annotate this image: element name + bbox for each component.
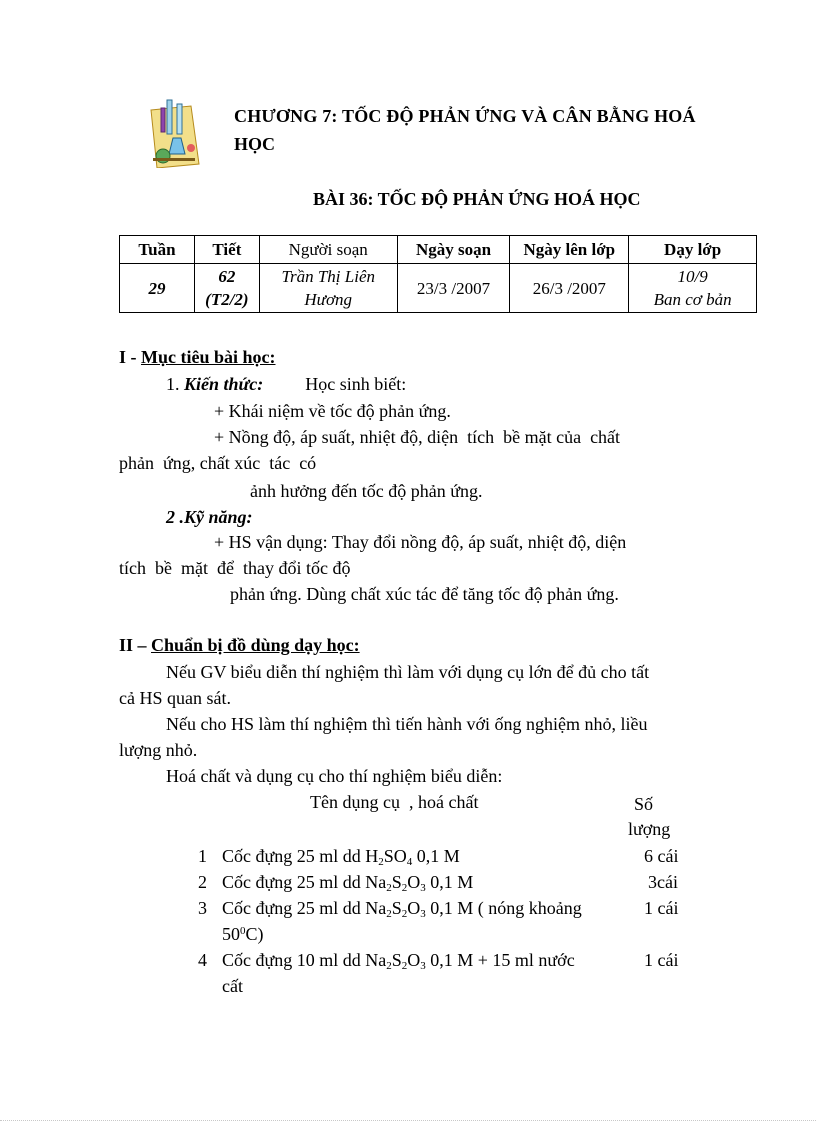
lesson-title: BÀI 36: TỐC ĐỘ PHẢN ỨNG HOÁ HỌC [313,189,641,209]
header-ngay-len-lop: Ngày lên lớp [510,236,629,264]
equipment-item-4-name-cont: cất [222,976,243,996]
knowledge-intro: Học sinh biết: [305,374,407,394]
para1-line2: cả HS quan sát. [119,688,231,708]
skill-item-1-cont: tích bề mặt để thay đổi tốc độ [119,558,351,578]
section2-heading [119,634,360,656]
equipment-item-1-qty: 6 cái [644,846,679,866]
para2-line2: lượng nhỏ. [119,740,198,760]
para2-line1: Nếu cho HS làm thí nghiệm thì tiến hành với ống nghiệm nhỏ, liều [166,714,648,734]
cell-day-lop [629,264,757,313]
cell-tuan: 29 [120,264,195,313]
cell-ngay-len-lop: 26/3 /2007 [510,264,629,313]
cell-tiet [194,264,259,313]
cell-day-lop-program: Ban cơ bản [653,290,732,309]
section1-heading [119,346,276,368]
equipment-item-1-name: Cốc đựng 25 ml dd $H_2SO_4$ 0,1 M [222,846,460,868]
cell-ngay-soan: 23/3 /2007 [397,264,510,313]
skill-item-1-end: phản ứng. Dùng chất xúc tác để tăng tốc độ phản ứng. [230,584,619,604]
equipment-item-2-qty: 3cái [648,872,678,892]
section1-prefix: I - [119,347,141,367]
equipment-item-3-number: 3 [198,898,207,918]
knowledge-line [166,373,406,395]
skills-label: 2 .Kỹ năng: [166,507,253,527]
cell-tiet-number: 62 [218,267,236,286]
knowledge-item-2-end: ảnh hưởng đến tốc độ phản ứng. [250,481,483,501]
header-day-lop: Dạy lớp [629,236,757,264]
equipment-col-qty-1: Số [634,794,654,814]
equipment-col-name: Tên dụng cụ , hoá chất [310,792,479,812]
chapter-title-line2: HỌC [234,134,276,154]
page-bottom-rule [0,1120,816,1121]
para1-line1: Nếu GV biểu diễn thí nghiệm thì làm với dụng cụ lớn để đủ cho tất [166,662,650,682]
para3: Hoá chất và dụng cụ cho thí nghiệm biểu diễn: [166,766,503,786]
info-table-header-row [120,236,757,264]
cell-tiet-part: (T2/2) [205,290,249,309]
header-ngay-soan: Ngày soạn [397,236,510,264]
equipment-item-4-name: Cốc đựng 10 ml dd $Na_2S_2O_3$ 0,1 M + 15 ml nước [222,950,575,972]
equipment-item-2-number: 2 [198,872,207,892]
knowledge-item-2: + Nồng độ, áp suất, nhiệt độ, diện tích bề mặt của chất [214,427,621,447]
cell-day-lop-class: 10/9 [677,267,708,286]
chemistry-flask-icon [147,98,203,168]
section2-title: Chuẩn bị đồ dùng dạy học: [151,635,360,655]
header-tiet: Tiết [194,236,259,264]
cell-nguoi-soan-line2: Hương [304,290,353,309]
knowledge-number: 1. [166,374,184,394]
equipment-item-3-qty: 1 cái [644,898,679,918]
equipment-item-2-name: Cốc đựng 25 ml dd $Na_2S_2O_3$ 0,1 M [222,872,474,894]
info-table-row [120,264,757,313]
cell-nguoi-soan-line1: Trần Thị Liên [281,267,375,286]
header-tuan: Tuần [120,236,195,264]
equipment-item-4-number: 4 [198,950,207,970]
equipment-item-3-name: Cốc đựng 25 ml dd $Na_2S_2O_3$ 0,1 M ( nóng khoảng [222,898,582,920]
knowledge-label: Kiến thức: [184,374,264,394]
equipment-col-qty-2: lượng [628,819,671,839]
equipment-item-4-qty: 1 cái [644,950,679,970]
header-nguoi-soan: Người soạn [259,236,397,264]
knowledge-item-1: + Khái niệm về tốc độ phản ứng. [214,401,451,421]
section2-prefix: II – [119,635,152,655]
cell-nguoi-soan [259,264,397,313]
section1-title: Mục tiêu bài học: [141,347,276,367]
lesson-info-table [119,235,757,313]
skill-item-1: + HS vận dụng: Thay đổi nồng độ, áp suất, nhiệt độ, diện [214,532,627,552]
knowledge-item-2-cont: phản ứng, chất xúc tác có [119,453,317,473]
equipment-item-3-name-cont: $50^0C$) [222,924,264,944]
chapter-title-line1: CHƯƠNG 7: TỐC ĐỘ PHẢN ỨNG VÀ CÂN BẰNG HOÁ [234,106,696,126]
equipment-item-1-number: 1 [198,846,207,866]
